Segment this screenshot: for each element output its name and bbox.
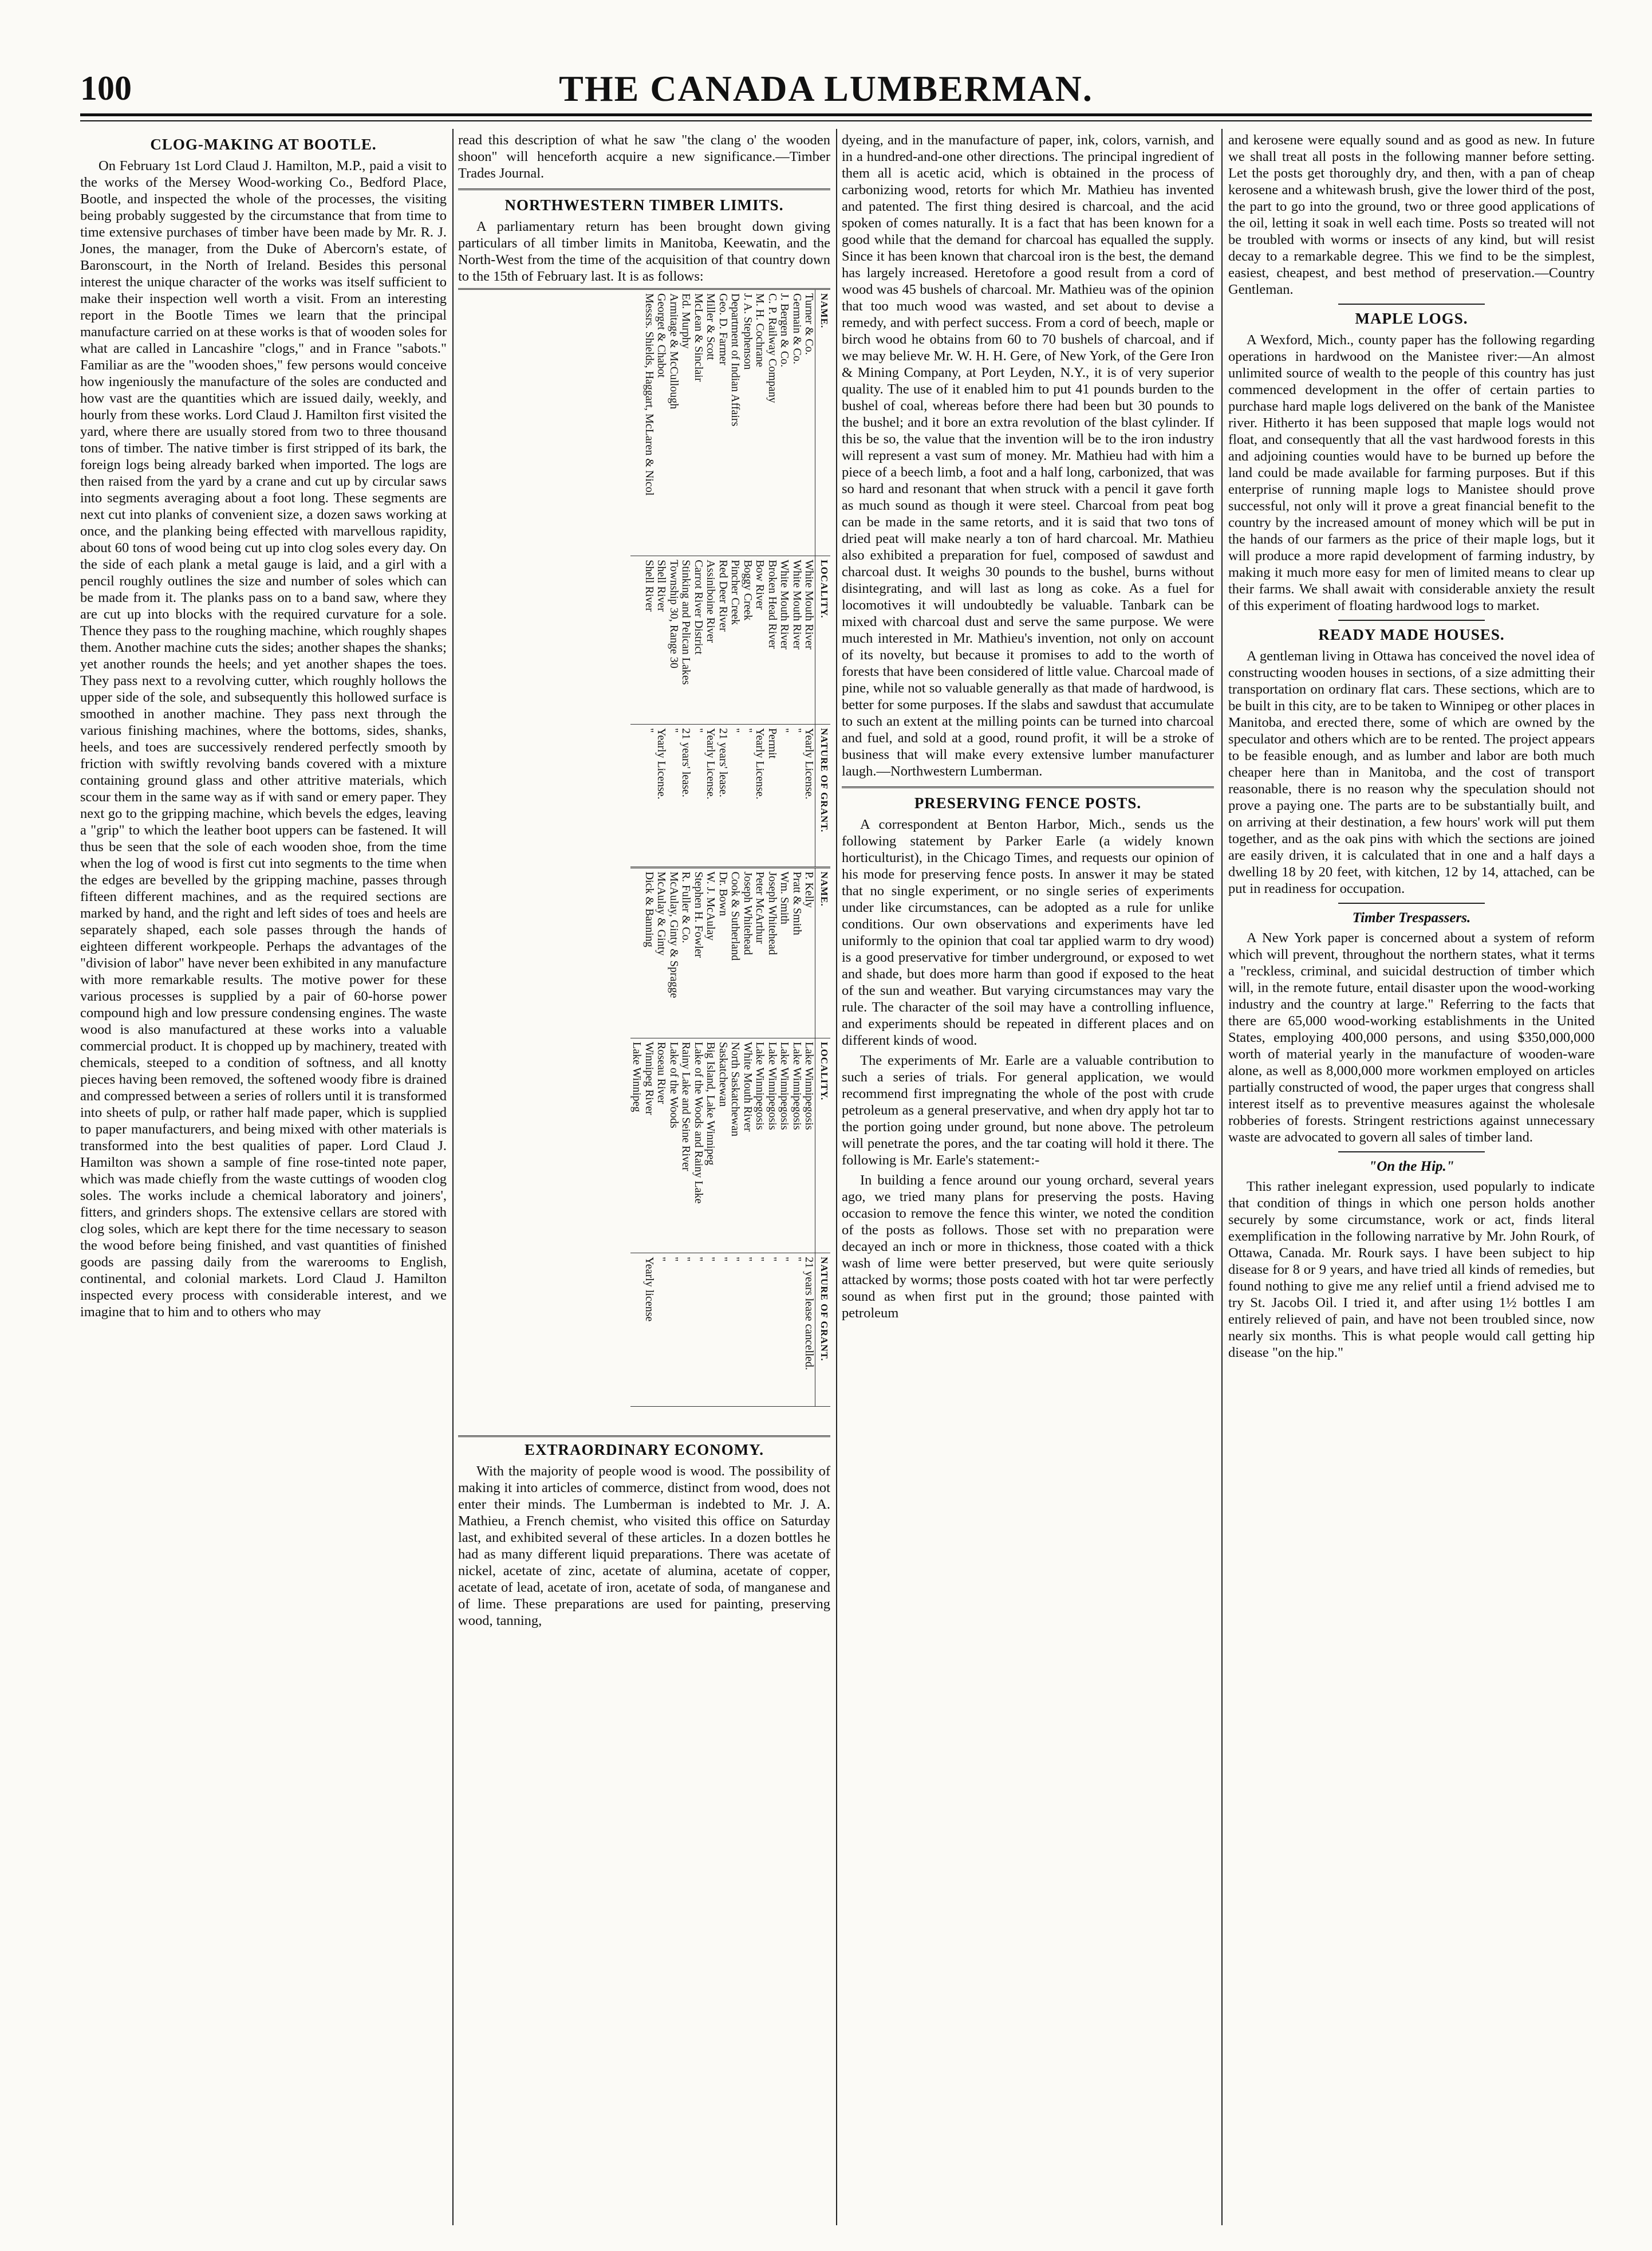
- table-cell: ": [766, 1253, 779, 1407]
- table-cell: Department of Indian Affairs: [729, 290, 742, 556]
- table-header: NAME.: [815, 290, 830, 556]
- article-title-fence-posts: PRESERVING FENCE POSTS.: [914, 794, 1142, 812]
- table-cell: Lake Winnipegosis: [791, 1038, 803, 1253]
- table-row: [717, 290, 730, 1407]
- article-separator: [1338, 304, 1485, 305]
- table-row: [754, 290, 766, 1407]
- column-3: [842, 132, 1214, 2222]
- table-cell: Permit: [766, 725, 779, 868]
- table-cell: 21 years' lease.: [717, 725, 730, 868]
- table-row: [766, 290, 779, 1407]
- column-1: [80, 132, 447, 2222]
- table-cell: Armitage & McCullough: [668, 290, 680, 556]
- article-paragraph: A Wexford, Mich., county paper has the following regarding operations in hardwood on the Manistee river:—An almost unlimited source of wealth to the people of this country has just commenced development in the offer of certain parties to purchase hard maple logs delivered on the bank of the Manistee river. Hitherto it has been supposed that maple logs would not float, and consequently that all the vast hardwood forests in this and adjoining counties would have to be burned up before the land could be made available for farming purposes. But if this enterprise of running maple logs to Manistee should prove successful, not only will it prove a great financial benefit to the country by the increased amount of money which will be put in the hands of our farmers as the price of their maple logs, but it will produce a more rapid development of farming industry, by making it much more easy for men of limited means to clear up their farms. We shall await with considerable anxiety the result of this experiment of floating hardwood logs to market.: [1228, 332, 1595, 613]
- table-cell: ": [729, 1253, 742, 1407]
- table-cell: Messrs. Shields, Haggart, McLaren & Nicol: [643, 290, 656, 556]
- table-cell: McAulay & Ginty: [655, 867, 668, 1038]
- table-cell: White Mouth River: [803, 556, 815, 725]
- table-cell: Yearly License.: [655, 725, 668, 868]
- table-cell: Broken Head River: [766, 556, 779, 725]
- table-cell: McLean & Sinclair: [692, 290, 705, 556]
- article-separator: [842, 786, 1214, 788]
- table-cell: Rainy Lake and Seine River: [680, 1038, 692, 1253]
- table-cell: Yearly License.: [704, 725, 717, 868]
- table-cell: [630, 867, 643, 1038]
- table-cell: Bow River: [754, 556, 766, 725]
- table-cell: Geo. D. Farmer: [717, 290, 730, 556]
- table-cell: Big Island, Lake Winnipeg: [704, 1038, 717, 1253]
- table-cell: ": [717, 1253, 730, 1407]
- table-cell: ": [692, 1253, 705, 1407]
- table-cell: ": [668, 1253, 680, 1407]
- table-cell: ": [742, 725, 754, 868]
- table-cell: Lake of the Woods and Rainy Lake: [692, 1038, 705, 1253]
- table-cell: ": [791, 1253, 803, 1407]
- header-rule-thin: [80, 120, 1592, 121]
- table-cell: Shell River: [643, 556, 656, 725]
- table-row: [643, 290, 656, 1407]
- table-cell: Turner & Co.: [803, 290, 815, 556]
- article-separator: [1338, 1151, 1485, 1152]
- table-cell: ": [655, 1253, 668, 1407]
- table-cell: Stinking and Pelican Lakes: [680, 556, 692, 725]
- article-paragraph: On February 1st Lord Claud J. Hamilton, M.P., paid a visit to the works of the Mersey Wood-working Co., Bedford Place, Bootle, and inspected the whole of the processes, the visiting being probably suggested by the circumstance that from time to time extensive purchases of timber have been made by Mr. R. J. Jones, the manager, from the Duke of Abercorn's estate, of Baronscourt, in the North of Ireland. Besides this personal interest the unique character of the works was itself sufficient to make their inspection well worth a visit. From an interesting report in the Bootle Times we learn that the principal manufacture carried on at these works is that of wooden soles for what are called in Lancashire "clogs," and in France "sabots." Familiar as are the "wooden shoes," few persons would conceive how ingeniously the manufacture of the soles are conducted and how vast are the quantities which are issued daily, weekly, and hourly from these works. Lord Claud J. Hamilton first visited the yard, where there are usually stored from two to three thousand tons of timber. The native timber is first stripped of its bark, the foreign logs being already barked when imported. The logs are then raised from the yard by a crane and cut up by circular saws into segments averaging about a foot long. These segments are next cut into planks of convenient size, a dozen saws working at once, and the planking being effected with marvellous rapidity, about 60 tons of wood being cut up into clog soles every day. On the side of each plank a metal gauge is laid, and a girl with a pencil roughly outlines the size and number of soles which can be made from it. The planks pass on to a band saw, where they are cut up into blocks with the required curvature for a sole. Thence they pass to the roughing machine, which roughly shapes them. Another machine cuts the sides; another shapes the shanks; yet another rounds the heels; and yet another shapes the toes. They pass next to a revolving cutter, which roughly hollows the upper side of the sole, and subsequently this hollowed surface is smoothed in another machine. They pass next through the various finishing machines, where the bottoms, sides, shanks, heels, and toes are successively rendered perfectly smooth by friction with swiftly revolving bands covered with a mixture containing ground glass and other attritive materials, which scour them in the same way as if with sand or emery paper. They next go to the gripping machine, which bevels the edges, leaving a "grip" to which the leather boot uppers can be fastened. It will thus be seen that the sole of each wooden shoe, from the time when the log of wood is first cut into segments to the time when the edges are bevelled by the gripping machine, passes through fifteen different machines, and as the required sections are marked by hand, and the right and left sides of toes and heels are separately shaped, each sole passes through the hands of eighteen different workpeople. Perhaps the advantages of the "division of labor" have never been exhibited in any manufacture with more remarkable results. The motive power for these various processes is supplied by a pair of 60-horse power compound high and low pressure condensing engines. The waste wood is also manufactured at these works into a valuable commercial product. It is chopped up by machinery, treated with chemicals, steeped to a condition of softness, and all knotty pieces having been removed, the softened woody fibre is drained and compressed between a series of rollers until it is transformed into sheets of pulp, or rather half made paper, which is supplied to paper manufacturers, and being mixed with other materials is transformed into the best qualities of paper. Lord Claud J. Hamilton was shown a sample of fine rose-tinted note paper, which was made chiefly from the waste cuttings of wooden clog soles. The works include a chemical laboratory and joiners', fitters, and grinders shops. The extensive cellars are stored with clog soles, which are kept there for the time necessary to season the wood before being finished, and vast quantities of finished goods are passing daily from the warerooms to English, continental, and colonial markets. Lord Claud J. Hamilton inspected every process with considerable interest, and we imagine that to him and to others who may: [80, 158, 447, 1320]
- table-cell: Peter McArthur: [754, 867, 766, 1038]
- table-row: [742, 290, 754, 1407]
- table-cell: W. J. McAulay: [704, 867, 717, 1038]
- table-cell: ": [778, 1253, 791, 1407]
- table-cell: Dick & Banning: [643, 867, 656, 1038]
- table-cell: C. P. Railway Company: [766, 290, 779, 556]
- table-cell: ": [791, 725, 803, 868]
- article-continuation: and kerosene were equally sound and as good as new. In future we shall treat all posts in the following manner before setting. Let the posts get thoroughly dry, and then, with a pan of cheap kerosene and a whitewash brush, give the lower third of the post, the part to go into the ground, two or three good applications of the oil, letting it soak in well each time. Posts so treated will not be troubled with worms or insects of any kind, but will resist decay to a remarkable degree. This we find to be the simplest, easiest, cheapest, and best method of preservation.—Country Gentleman.: [1228, 132, 1595, 297]
- column-4: [1228, 132, 1595, 2222]
- table-header: NATURE OF GRANT.: [815, 725, 830, 868]
- table-cell: Roseau River: [655, 1038, 668, 1253]
- table-header: LOCALITY.: [815, 1038, 830, 1253]
- table-cell: ": [729, 725, 742, 868]
- article-paragraph: A New York paper is concerned about a system of reform which will prevent, throughout the northern states, what it terms a "reckless, criminal, and suicidal destruction of timber which will, in the remote future, entail disaster upon the wood-working industry and the country at large." Referring to the facts that there are 65,000 wood-working establishments in the United States, employing 400,000 persons, and using $350,000,000 worth of material yearly in the manufacture of wooden-ware alone, as well as 8,000,000 more workmen employed on articles partially constructed of wood, the paper urges that congress shall interest itself as to preventive measures against the wholesale robberies of forests. Stringent restrictions against unnecessary waste are advocated to govern all sales of timber land.: [1228, 930, 1595, 1145]
- table-row: [803, 290, 815, 1407]
- table-cell: Germain & Co.: [791, 290, 803, 556]
- article-title-ready-made-houses: READY MADE HOUSES.: [1318, 626, 1505, 643]
- table-header: LOCALITY.: [815, 556, 830, 725]
- table-cell: ": [778, 725, 791, 868]
- article-title-extraordinary-economy: EXTRAORDINARY ECONOMY.: [524, 1441, 764, 1458]
- article-paragraph: This rather inelegant expression, used popularly to indicate that condition of things in which one person holds another securely by some circumstance, work or act, finds literal exemplification in the following narrative by Mr. John Rourk, of Ottawa, Canada. Mr. Rourk says. I have been subject to hip disease for 8 or 9 years, and have tried all kinds of remedies, but found nothing to give me any relief until a friend advised me to try St. Jacobs Oil. I tried it, and after using 1½ bottles I am entirely relieved of pain, and have not been troubled since, now nearly six months. This is what people would call getting hip disease "on the hip.": [1228, 1179, 1595, 1360]
- table-cell: [630, 725, 643, 868]
- table-cell: Carrot River District: [692, 556, 705, 725]
- table-cell: Wm. Smith: [778, 867, 791, 1038]
- table-cell: Lake Winnipegosis: [778, 1038, 791, 1253]
- column-divider: [452, 129, 454, 2225]
- article-title-timber-trespassers: Timber Trespassers.: [1352, 910, 1471, 926]
- table-cell: Lake Winnipeg: [630, 1038, 643, 1253]
- table-cell: J. A. Stephenson: [742, 290, 754, 556]
- article-paragraph: A correspondent at Benton Harbor, Mich., sends us the following statement by Parker Earle (a widely known horticulturist), in the Chicago Times, and requests our opinion of his mode for preserving fence posts. In answer it may be stated that no single experiment, or no single series of experiments under like circumstances, can be adopted as a rule for unlike conditions. Our own observations and experiments have led uniformly to the opinion that coal tar applied warm to dry wood) is a good preservative for timber underground, or exposed to wet and shade, but does more harm than good if exposed to the heat of the sun and weather. But varying circumstances may vary the rule. The character of the soil may have a controlling influence, and experiments should be repeated in different places and on different kinds of wood.: [842, 817, 1214, 1048]
- table-header: NAME.: [815, 867, 830, 1038]
- header-rule: [80, 113, 1592, 116]
- table-cell: P. Kelly: [803, 867, 815, 1038]
- table-row: [680, 290, 692, 1407]
- table-header: NATURE OF GRANT.: [815, 1253, 830, 1407]
- table-cell: J. Bergen & Co.: [778, 290, 791, 556]
- table-cell: ": [643, 725, 656, 868]
- masthead: THE CANADA LUMBERMAN.: [559, 68, 1093, 109]
- table-cell: 21 years lease cancelled.: [803, 1253, 815, 1407]
- article-paragraph: In building a fence around our young orchard, several years ago, we tried many plans for preserving the posts. Having occasion to remove the fence this winter, we noted the condition of the posts as follows. Those set with no preparation were decayed an inch or more in thickness, those coated with a thick wash of lime were better preserved, but were quite seriously attacked by worms; those posts coated with hot tar were perfectly sound as when first put in the ground; those painted with petroleum: [842, 1172, 1214, 1321]
- table-cell: Yearly license: [643, 1253, 656, 1407]
- table-row: [655, 290, 668, 1407]
- table-cell: M. H. Cochrane: [754, 290, 766, 556]
- table-row: [630, 290, 643, 1407]
- article-separator: [1338, 620, 1485, 621]
- article-continuation: read this description of what he saw "the clang o' the wooden shoon" will henceforth acquire a new significance.—Timber Trades Journal.: [458, 132, 830, 181]
- table-cell: White Mouth River: [742, 1038, 754, 1253]
- column-2: [458, 132, 830, 2222]
- article-separator: [1338, 903, 1485, 904]
- table-cell: Georget & Chabot: [655, 290, 668, 556]
- article-separator: [458, 188, 830, 190]
- article-title-maple-logs: MAPLE LOGS.: [1355, 310, 1468, 327]
- rotated-table: [630, 290, 830, 1435]
- article-title-clog-making: CLOG-MAKING AT BOOTLE.: [150, 136, 377, 153]
- table-cell: 21 years' lease.: [680, 725, 692, 868]
- column-divider: [1221, 129, 1223, 2225]
- table-cell: ": [680, 1253, 692, 1407]
- table-cell: Lake Winnipegosis: [766, 1038, 779, 1253]
- table-cell: White Mouth River: [791, 556, 803, 725]
- table-cell: ": [754, 1253, 766, 1407]
- article-continuation: dyeing, and in the manufacture of paper, ink, colors, varnish, and in a hundred-and-one other directions. The principal ingredient of them all is acetic acid, which is obtained in the process of carbonizing wood, retorts for which Mr. Mathieu has invented and patented. The first thing desired is charcoal, and the acid spoken of comes naturally. It is a fact that has been known for a good while that the demand for charcoal has equalled the supply. Since it has been known that charcoal iron is the best, the demand has largely increased. Heretofore a good result from a cord of wood was 45 bushels of charcoal. Mr. Mathieu was of the opinion that too much wood was wasted, and set about to devise a remedy, and with perfect success. From a cord of beech, maple or birch wood he obtains from 60 to 70 bushels of charcoal, and if we may believe Mr. W. H. H. Gere, of New York, of the Gere Iron & Mining Company, at Port Leyden, N.Y., it is of very superior quality. The use of it enabled him to put 41 pounds burden to the bushel of coal, whereas before there had been but 30 pounds to the bushel; and it bore an extra revolution of the blast cylinder. If this be so, the value that the invention will be to the iron industry will represent a vast sum of money. Mr. Mathieu had with him a piece of a beech limb, a foot and a half long, carbonized, that was so hard and resonant that when struck with a pencil it gave forth as much sound as though it were steel. Charcoal from peat bog can be made in the same retorts, and it is said that two tons of dried peat will make nearly a ton of hard charcoal. Mr. Mathieu also exhibited a preparation for fuel, composed of sawdust and charcoal dust. It weighs 30 pounds to the bushel, burns without disintegrating, and will last as long as coke. As a fuel for locomotives it will undoubtedly be valuable. Tanbark can be mixed with charcoal dust and serve the same purpose. We were much interested in Mr. Mathieu's invention, not only on account of its novelty, but because it promises to add to the worth of forests that have been considered of little value. Charcoal made of pine, while not so valuable generally as that made of hardwood, is better for some purposes. If the slabs and sawdust that accumulate to such an extent at the milling points can be turned into charcoal and fuel, and sold at a good, round profit, it will be a stroke of business that will make every extensive lumber manufacturer laugh.—Northwestern Lumberman.: [842, 132, 1214, 779]
- table-cell: ": [704, 1253, 717, 1407]
- table-row: [704, 290, 717, 1407]
- table-cell: Winnipeg River: [643, 1038, 656, 1253]
- limits-table-grid: [630, 290, 830, 1407]
- table-cell: Joseph Whitehead: [766, 867, 779, 1038]
- table-cell: Cook & Sutherland: [729, 867, 742, 1038]
- table-cell: Lake Winnipegosis: [754, 1038, 766, 1253]
- table-cell: Boggy Creek: [742, 556, 754, 725]
- article-paragraph: With the majority of people wood is wood. The possibility of making it into articles of commerce, distinct from wood, does not enter their minds. The Lumberman is indebted to Mr. J. A. Mathieu, a French chemist, who visited this office on Saturday last, and exhibited several of these articles. In a dozen bottles he had as many different liquid preparations. There was acetate of nickel, acetate of zinc, acetate of alumina, acetate of copper, acetate of lead, acetate of iron, acetate of soda, of manganese and of lime. These preparations are used for painting, preserving wood, tanning,: [458, 1463, 830, 1628]
- table-cell: Stephen H. Fowler: [692, 867, 705, 1038]
- table-cell: Red Deer River: [717, 556, 730, 725]
- table-row: [692, 290, 705, 1407]
- table-cell: Pincher Creek: [729, 556, 742, 725]
- table-cell: [630, 556, 643, 725]
- table-cell: Yearly License.: [754, 725, 766, 868]
- table-cell: North Saskatchewan: [729, 1038, 742, 1253]
- table-cell: ": [742, 1253, 754, 1407]
- table-cell: Joseph Whitehead: [742, 867, 754, 1038]
- table-cell: Lake of the Woods: [668, 1038, 680, 1253]
- table-row: [791, 290, 803, 1407]
- table-cell: McAulay, Ginty & Spragge: [668, 867, 680, 1038]
- page-number: 100: [80, 69, 132, 107]
- article-title-on-the-hip: "On the Hip.": [1369, 1159, 1454, 1174]
- table-cell: Yearly License.: [803, 725, 815, 868]
- table-cell: [630, 1253, 643, 1407]
- table-cell: [630, 290, 643, 556]
- table-row: [729, 290, 742, 1407]
- table-cell: Shell River: [655, 556, 668, 725]
- table-cell: Assiniboine River: [704, 556, 717, 725]
- table-cell: ": [668, 725, 680, 868]
- article-title-timber-limits: NORTHWESTERN TIMBER LIMITS.: [504, 196, 784, 214]
- table-cell: Miller & Scott: [704, 290, 717, 556]
- table-cell: Township 30, Range 30: [668, 556, 680, 725]
- table-cell: Ed. Murphy: [680, 290, 692, 556]
- timber-limits-table: [458, 288, 830, 1437]
- table-cell: Dr. Bown: [717, 867, 730, 1038]
- table-cell: Pratt & Smith: [791, 867, 803, 1038]
- table-row: [668, 290, 680, 1407]
- table-cell: Lake Winnipegosis: [803, 1038, 815, 1253]
- table-cell: White Mouth River: [778, 556, 791, 725]
- table-row: [778, 290, 791, 1407]
- table-cell: ": [692, 725, 705, 868]
- article-paragraph: The experiments of Mr. Earle are a valuable contribution to such a series of trials. For general application, we would recommend first impregnating the whole of the post with crude petroleum as a general preservative, and when dry apply hot tar to the portion going under ground, but none above. The petroleum will penetrate the pores, and the tar coating will hold it there. The following is Mr. Earle's statement:-: [842, 1053, 1214, 1168]
- article-paragraph: A gentleman living in Ottawa has conceived the novel idea of constructing wooden houses in sections, of a size admitting their transportation on ordinary flat cars. These sections, which are to be built in this city, are to be taken to Winnipeg or other places in Manitoba, and erected there, some of which are owned by the speculator and others which are to be rented. The project appears to be feasible enough, and as lumber and labor are both much cheaper here than in Manitoba, and the cost of transport reasonable, there is no reason why the speculation should not prove a paying one. The parts are to be substantially built, and on arriving at their destination, a few hours' work will put them together, and as the oak pins with which the sections are joined are easily driven, it is calculated that in one and a half days a dwelling 18 by 20 feet, with kitchen, 12 by 14, attached, can be put in readiness for occupation.: [1228, 648, 1595, 896]
- article-paragraph: A parliamentary return has been brought down giving particulars of all timber limits in Manitoba, Keewatin, and the North-West from the time of the acquisition of that country down to the 15th of February last. It is as follows:: [458, 219, 830, 284]
- table-cell: R. Fuller & Co.: [680, 867, 692, 1038]
- table-cell: Saskatchewan: [717, 1038, 730, 1253]
- column-divider: [836, 129, 837, 2225]
